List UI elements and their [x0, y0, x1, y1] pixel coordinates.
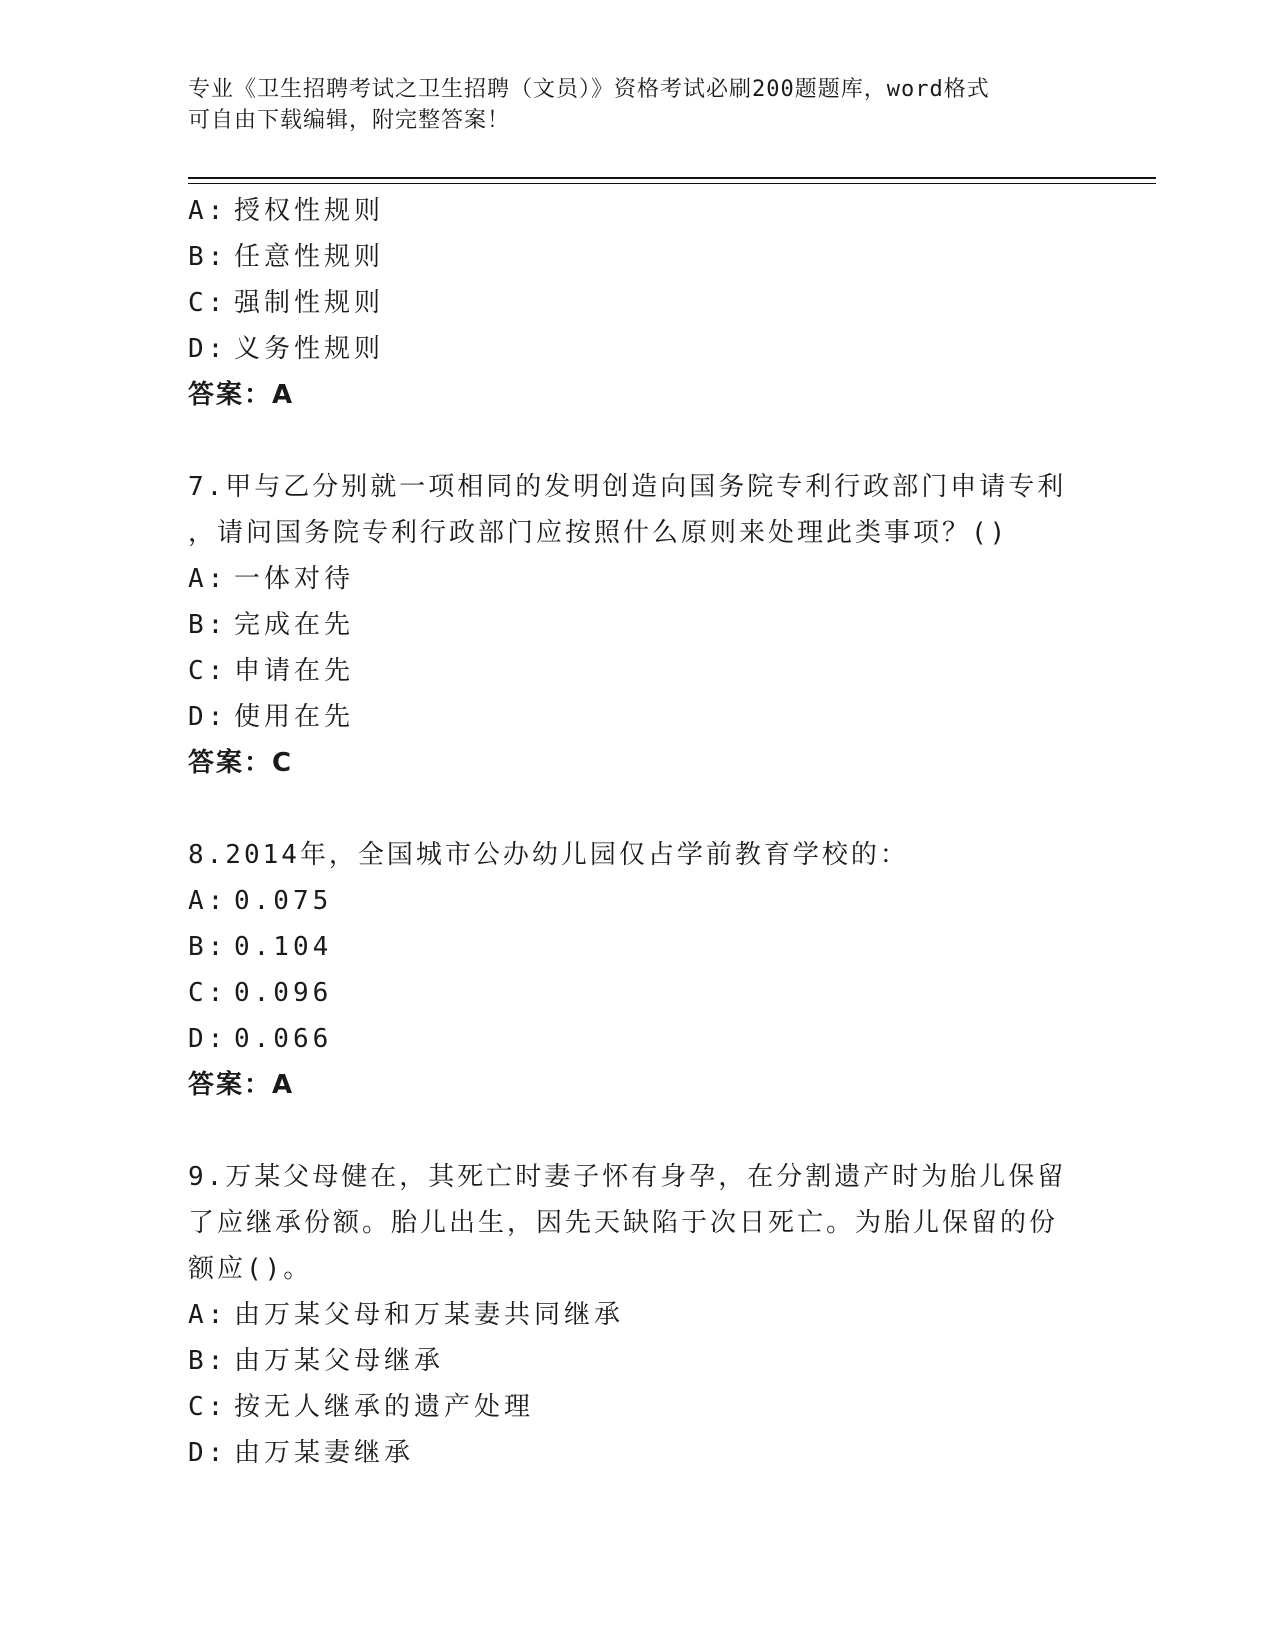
answer-line [188, 372, 1088, 418]
question-stem-line: 额应()。 [188, 1254, 313, 1284]
option-letter: C: [188, 1392, 228, 1422]
question-6 [188, 188, 1088, 418]
option-text: 由万某妻继承 [234, 1438, 415, 1468]
option-text: 由万某父母和万某妻共同继承 [234, 1300, 625, 1330]
question-9 [188, 1154, 1088, 1476]
option-text: 任意性规则 [234, 242, 385, 272]
answer-value: C [272, 748, 294, 778]
document-header [188, 74, 1068, 136]
question-list [188, 188, 1088, 1476]
answer-line [188, 740, 1088, 786]
answer-value: A [272, 1070, 295, 1100]
answer-value: A [272, 380, 295, 410]
option-text: 0.104 [234, 932, 333, 962]
option-c [188, 970, 1088, 1016]
answer-label: 答案： [188, 748, 273, 778]
option-letter: C: [188, 978, 228, 1008]
option-text: 由万某父母继承 [234, 1346, 445, 1376]
question-spacer [188, 786, 1088, 832]
option-a [188, 188, 1088, 234]
question-stem-line: 了应继承份额。胎儿出生，因先天缺陷于次日死亡。为胎儿保留的份 [188, 1208, 1059, 1238]
option-text: 义务性规则 [234, 334, 385, 364]
option-letter: C: [188, 656, 228, 686]
question-stem-line: ，请问国务院专利行政部门应按照什么原则来处理此类事项？() [188, 518, 1009, 548]
question-stem-line: 8.2014年，全国城市公办幼儿园仅占学前教育学校的： [188, 840, 909, 870]
option-text: 0.096 [234, 978, 333, 1008]
option-text: 申请在先 [234, 656, 355, 686]
option-letter: B: [188, 242, 228, 272]
header-divider-thick [188, 177, 1156, 179]
question-stem [188, 1154, 1088, 1292]
header-divider-thin [188, 183, 1156, 184]
option-a [188, 1292, 1088, 1338]
question-spacer [188, 418, 1088, 464]
option-text: 强制性规则 [234, 288, 385, 318]
option-letter: A: [188, 196, 228, 226]
answer-label: 答案： [188, 380, 273, 410]
option-b [188, 1338, 1088, 1384]
option-text: 0.075 [234, 886, 333, 916]
question-stem [188, 832, 1088, 878]
option-a [188, 556, 1088, 602]
option-b [188, 234, 1088, 280]
question-stem [188, 464, 1088, 556]
option-b [188, 924, 1088, 970]
option-d [188, 1430, 1088, 1476]
question-spacer [188, 1108, 1088, 1154]
header-title-line-2: 可自由下载编辑，附完整答案！ [188, 108, 511, 133]
option-text: 完成在先 [234, 610, 355, 640]
question-stem-line: 9.万某父母健在，其死亡时妻子怀有身孕，在分割遗产时为胎儿保留 [188, 1162, 1067, 1192]
option-d [188, 326, 1088, 372]
option-letter: B: [188, 1346, 228, 1376]
header-title-line-1: 专业《卫生招聘考试之卫生招聘（文员）》资格考试必刷200题题库，word格式 [188, 77, 990, 102]
option-d [188, 694, 1088, 740]
option-letter: C: [188, 288, 228, 318]
option-letter: A: [188, 564, 228, 594]
option-text: 按无人继承的遗产处理 [234, 1392, 535, 1422]
option-letter: B: [188, 932, 228, 962]
answer-line [188, 1062, 1088, 1108]
option-c [188, 648, 1088, 694]
option-letter: B: [188, 610, 228, 640]
option-letter: D: [188, 1438, 228, 1468]
question-7 [188, 464, 1088, 786]
question-8 [188, 832, 1088, 1108]
option-c [188, 1384, 1088, 1430]
option-text: 一体对待 [234, 564, 355, 594]
answer-label: 答案： [188, 1070, 273, 1100]
option-a [188, 878, 1088, 924]
option-letter: D: [188, 1024, 228, 1054]
option-letter: D: [188, 702, 228, 732]
option-text: 0.066 [234, 1024, 333, 1054]
option-d [188, 1016, 1088, 1062]
option-letter: A: [188, 886, 228, 916]
question-stem-line: 7.甲与乙分别就一项相同的发明创造向国务院专利行政部门申请专利 [188, 472, 1067, 502]
option-text: 授权性规则 [234, 196, 385, 226]
option-b [188, 602, 1088, 648]
option-text: 使用在先 [234, 702, 355, 732]
option-letter: A: [188, 1300, 228, 1330]
option-letter: D: [188, 334, 228, 364]
option-c [188, 280, 1088, 326]
